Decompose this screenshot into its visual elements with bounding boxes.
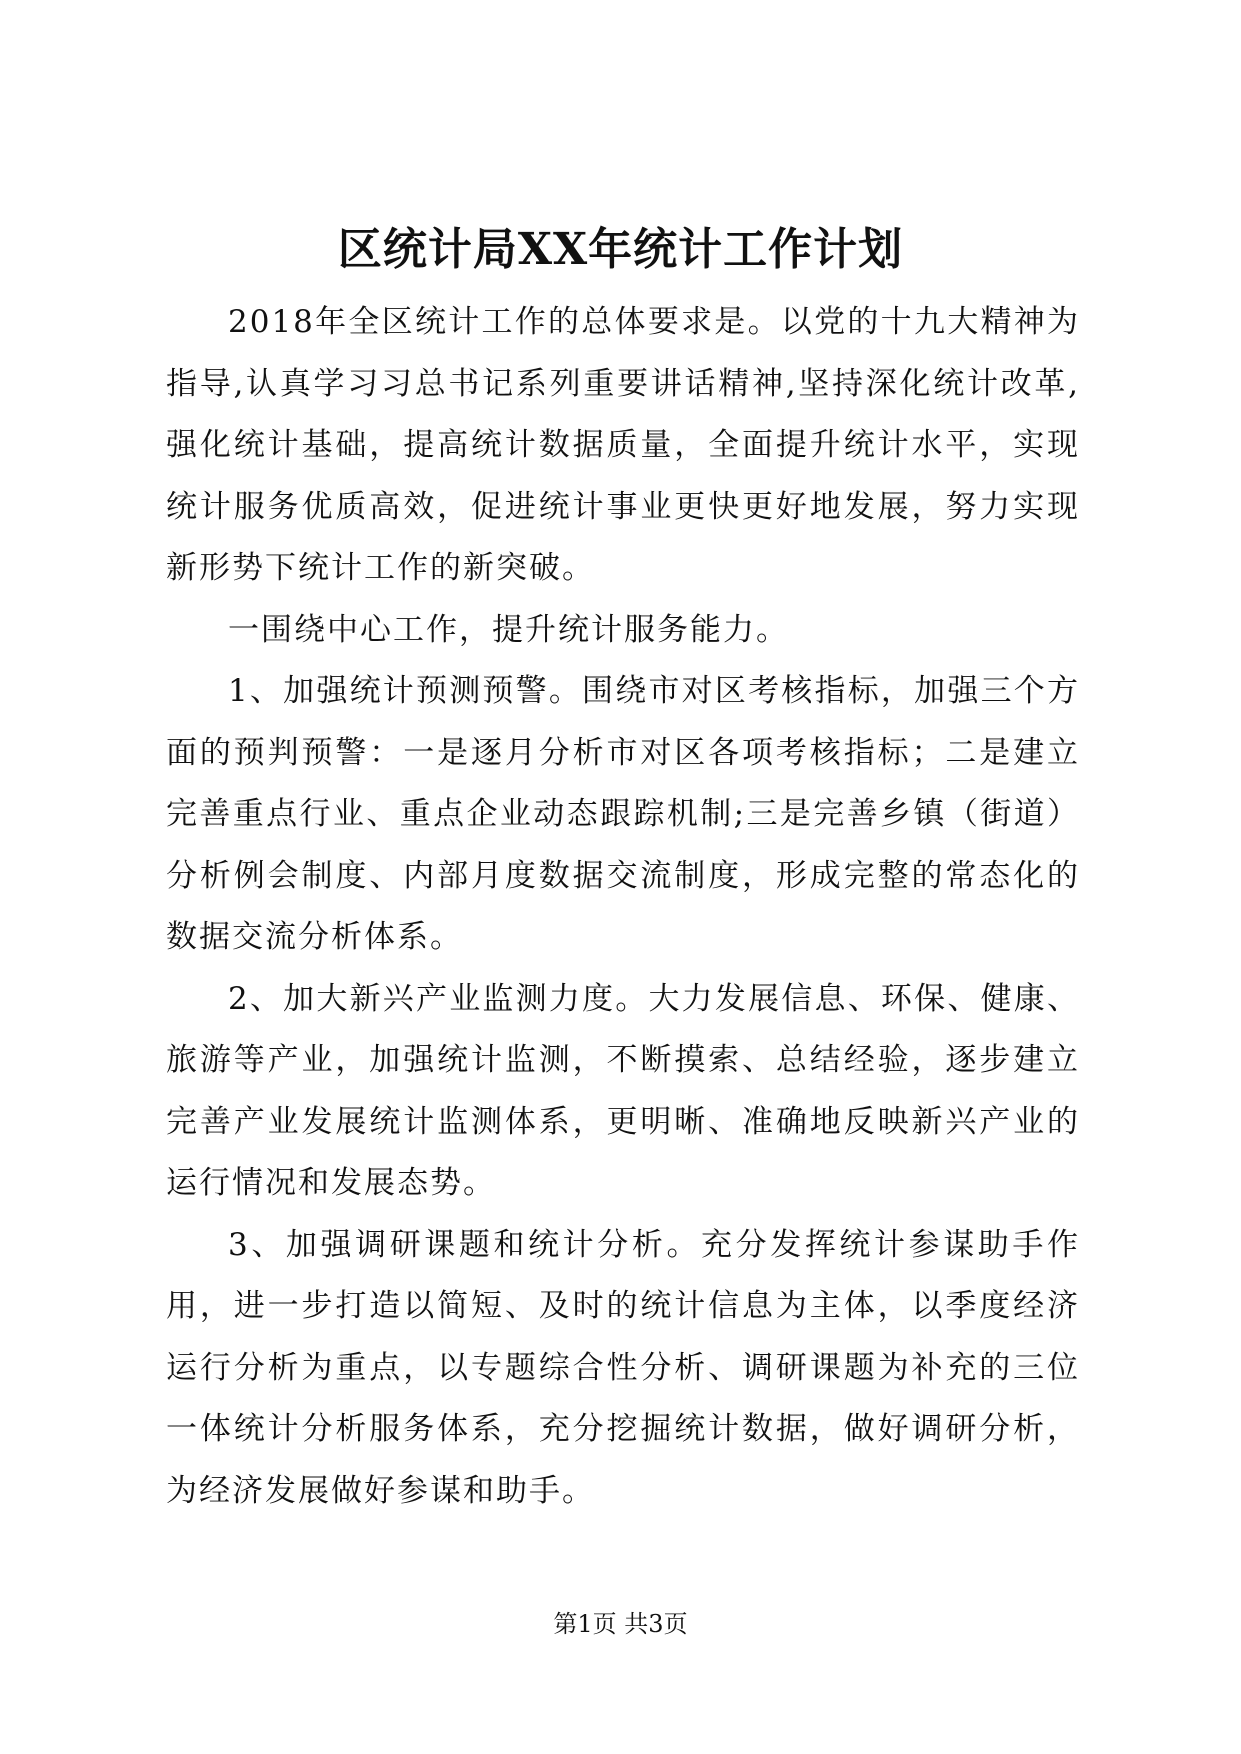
- paragraph-intro: 2018年全区统计工作的总体要求是。以党的十九大精神为指导,认真学习习总书记系列重要讲话精神,坚持深化统计改革,强化统计基础，提高统计数据质量，全面提升统计水平，实现统计服务优质高效，促进统计事业更快更好地发展，努力实现新形势下统计工作的新突破。: [166, 304, 1080, 586]
- paragraph-item-1: 1、加强统计预测预警。围绕市对区考核指标，加强三个方面的预判预警：一是逐月分析市对区各项考核指标；二是建立完善重点行业、重点企业动态跟踪机制;三是完善乡镇（街道）分析例会制度、内部月度数据交流制度，形成完整的常态化的数据交流分析体系。: [166, 673, 1080, 955]
- document-title: 区统计局XX年统计工作计划: [337, 224, 904, 275]
- page-number-footer: 第1页 共3页: [553, 1610, 688, 1638]
- paragraph-heading-one: 一围绕中心工作，提升统计服务能力。: [228, 611, 789, 648]
- document-body: [166, 292, 1080, 1522]
- paragraph-item-2: 2、加大新兴产业监测力度。大力发展信息、环保、健康、旅游等产业，加强统计监测，不断摸索、总结经验，逐步建立完善产业发展统计监测体系，更明晰、准确地反映新兴产业的运行情况和发展态势。: [166, 980, 1080, 1201]
- paragraph-item-3: 3、加强调研课题和统计分析。充分发挥统计参谋助手作用，进一步打造以简短、及时的统计信息为主体，以季度经济运行分析为重点，以专题综合性分析、调研课题为补充的三位一体统计分析服务体系，充分挖掘统计数据，做好调研分析，为经济发展做好参谋和助手。: [166, 1226, 1080, 1509]
